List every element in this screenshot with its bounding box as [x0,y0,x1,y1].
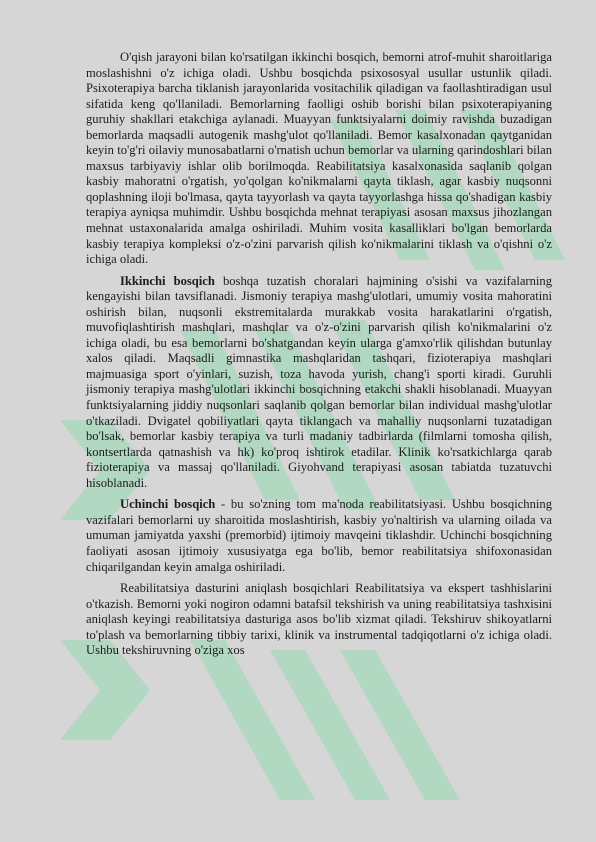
paragraph-1-text: O'qish jarayoni bilan ko'rsatilgan ikkinchi bosqich, bemorni atrof-muhit sharoitlariga moslashishni o'z ichiga oladi. Ushbu bosqichda psixososyal usullar ustunlik qiladi. Psixoterapiya barcha tiklanish jarayonlarida vositachilik qiladigan va faollashtiradigan usul sifatida keng qo'llaniladi. Bemorlarning faolligi oshib borishi bilan psixoterapiyaning guruhiy shakllari etakchiga aylanadi. Muayyan funktsiyalarni doimiy ravishda buzadigan bemorlarda maqsadli autogenik mashg'ulot qo'llaniladi. Bemor kasalxonadan qaytganidan keyin to'g'ri oilaviy munosabatlarni o'rnatish uchun bemorlar va ularning qarindoshlari bilan maxsus tarbiyaviy ishlar olib borilmoqda. Reabilitatsiya kasalxonasida saqlanib qolgan kasbiy mahoratni o'rgatish, yo'qolgan ko'nikmalarni qayta tiklash, agar kasbiy nuqsonni qoplashning iloji bo'lmasa, qayta tayyorlash va qayta tayyorlashga hissa qo'shadigan kasbiy terapiya ayniqsa muhimdir. Ushbu bosqichda mehnat terapiyasi asosan maxsus jihozlangan mehnat ustaxonalarida amalga oshiriladi. Muhim vosita kasalliklari bo'lgan bemorlarda kasbiy terapiya kompleksi o'z-o'zini parvarish qilish ko'nikmalarini tiklash va o'qishni o'z ichiga oladi. [86,50,552,267]
paragraph-3-text: - bu so'zning tom ma'noda reabilitatsiyasi. Ushbu bosqichning vazifalari bemorlarni uy sharoitida moslashtirish, kasbiy yo'naltirish va ularning oilada va umuman jamiyatda yaxshi (premorbid) ijtimoiy mavqeini tiklashdir. Uchinchi bosqichning faoliyati asosan ijtimoiy xususiyatga ega bo'lib, bemor reabilitatsiya shifoxonasidan chiqarilgandan keyin amalga oshiriladi. [86,497,552,574]
paragraph-3 [86,497,552,575]
document-body [86,50,552,665]
paragraph-3-lead: Uchinchi bosqich [120,497,216,512]
paragraph-4-text: Reabilitatsiya dasturini aniqlash bosqichlari Reabilitatsiya va ekspert tashhislarini o'tkazish. Bemorni yoki nogiron odamni batafsil tekshirish va uning reabilitatsiya tashxisini aniqlash keyingi reabilitatsiya dasturiga asos bo'lib xizmat qiladi. Tekshiruv shikoyatlarni to'plash va bemorlarning tibbiy tarixi, klinik va instrumental tadqiqotlarni o'z ichiga oladi. Ushbu tekshiruvning o'ziga xos [86,581,552,658]
paragraph-2-text: boshqa tuzatish choralari hajmining o'sishi va vazifalarning kengayishi bilan tavsiflanadi. Jismoniy terapiya mashg'ulotlari, umumiy vosita mahoratini oshirish bilan, nuqsonli ekstremitalarda murakkab vosita harakatlarini o'rgatish, muvofiqlashtirish mashqlari, mashqlar va o'z-o'zini parvarish qilish ko'nikmalarini o'z ichiga oladi, bu esa bemorlarni bo'shatgandan keyin ularga g'amxo'rlik qilishdan butunlay xalos qiladi. Maqsadli gimnastika mashqlaridan tashqari, fizioterapiya mashqlari majmuasiga sport o'yinlari, suzish, toza havoda yurish, chang'i sporti kiradi. Guruhli jismoniy terapiya mashg'ulotlari ikkinchi bosqichning etakchi shakli hisoblanadi. Muayyan funktsiyalarning jiddiy nuqsonlari saqlanib qolgan bemorlar bilan individual mashg'ulotlar o'tkaziladi. Dvigatel qobiliyatlari qayta tiklangach va mahalliy nuqsonlarni tuzatadigan bo'lsak, bemorlar kasbiy terapiya va turli madaniy tadbirlarda (filmlarni tomosha qilish, kontsertlarda qatnashish va hk) ko'proq ishtirok etadilar. Klinik ko'rsatkichlarga qarab fizioterapiya va massaj qo'llaniladi. Giyohvand terapiyasi asosan tabiatda tuzatuvchi hisoblanadi. [86,273,553,490]
paragraph-1 [86,50,552,268]
paragraph-2-lead: Ikkinchi bosqich [120,273,215,288]
paragraph-2 [86,274,552,492]
paragraph-4 [86,581,552,659]
